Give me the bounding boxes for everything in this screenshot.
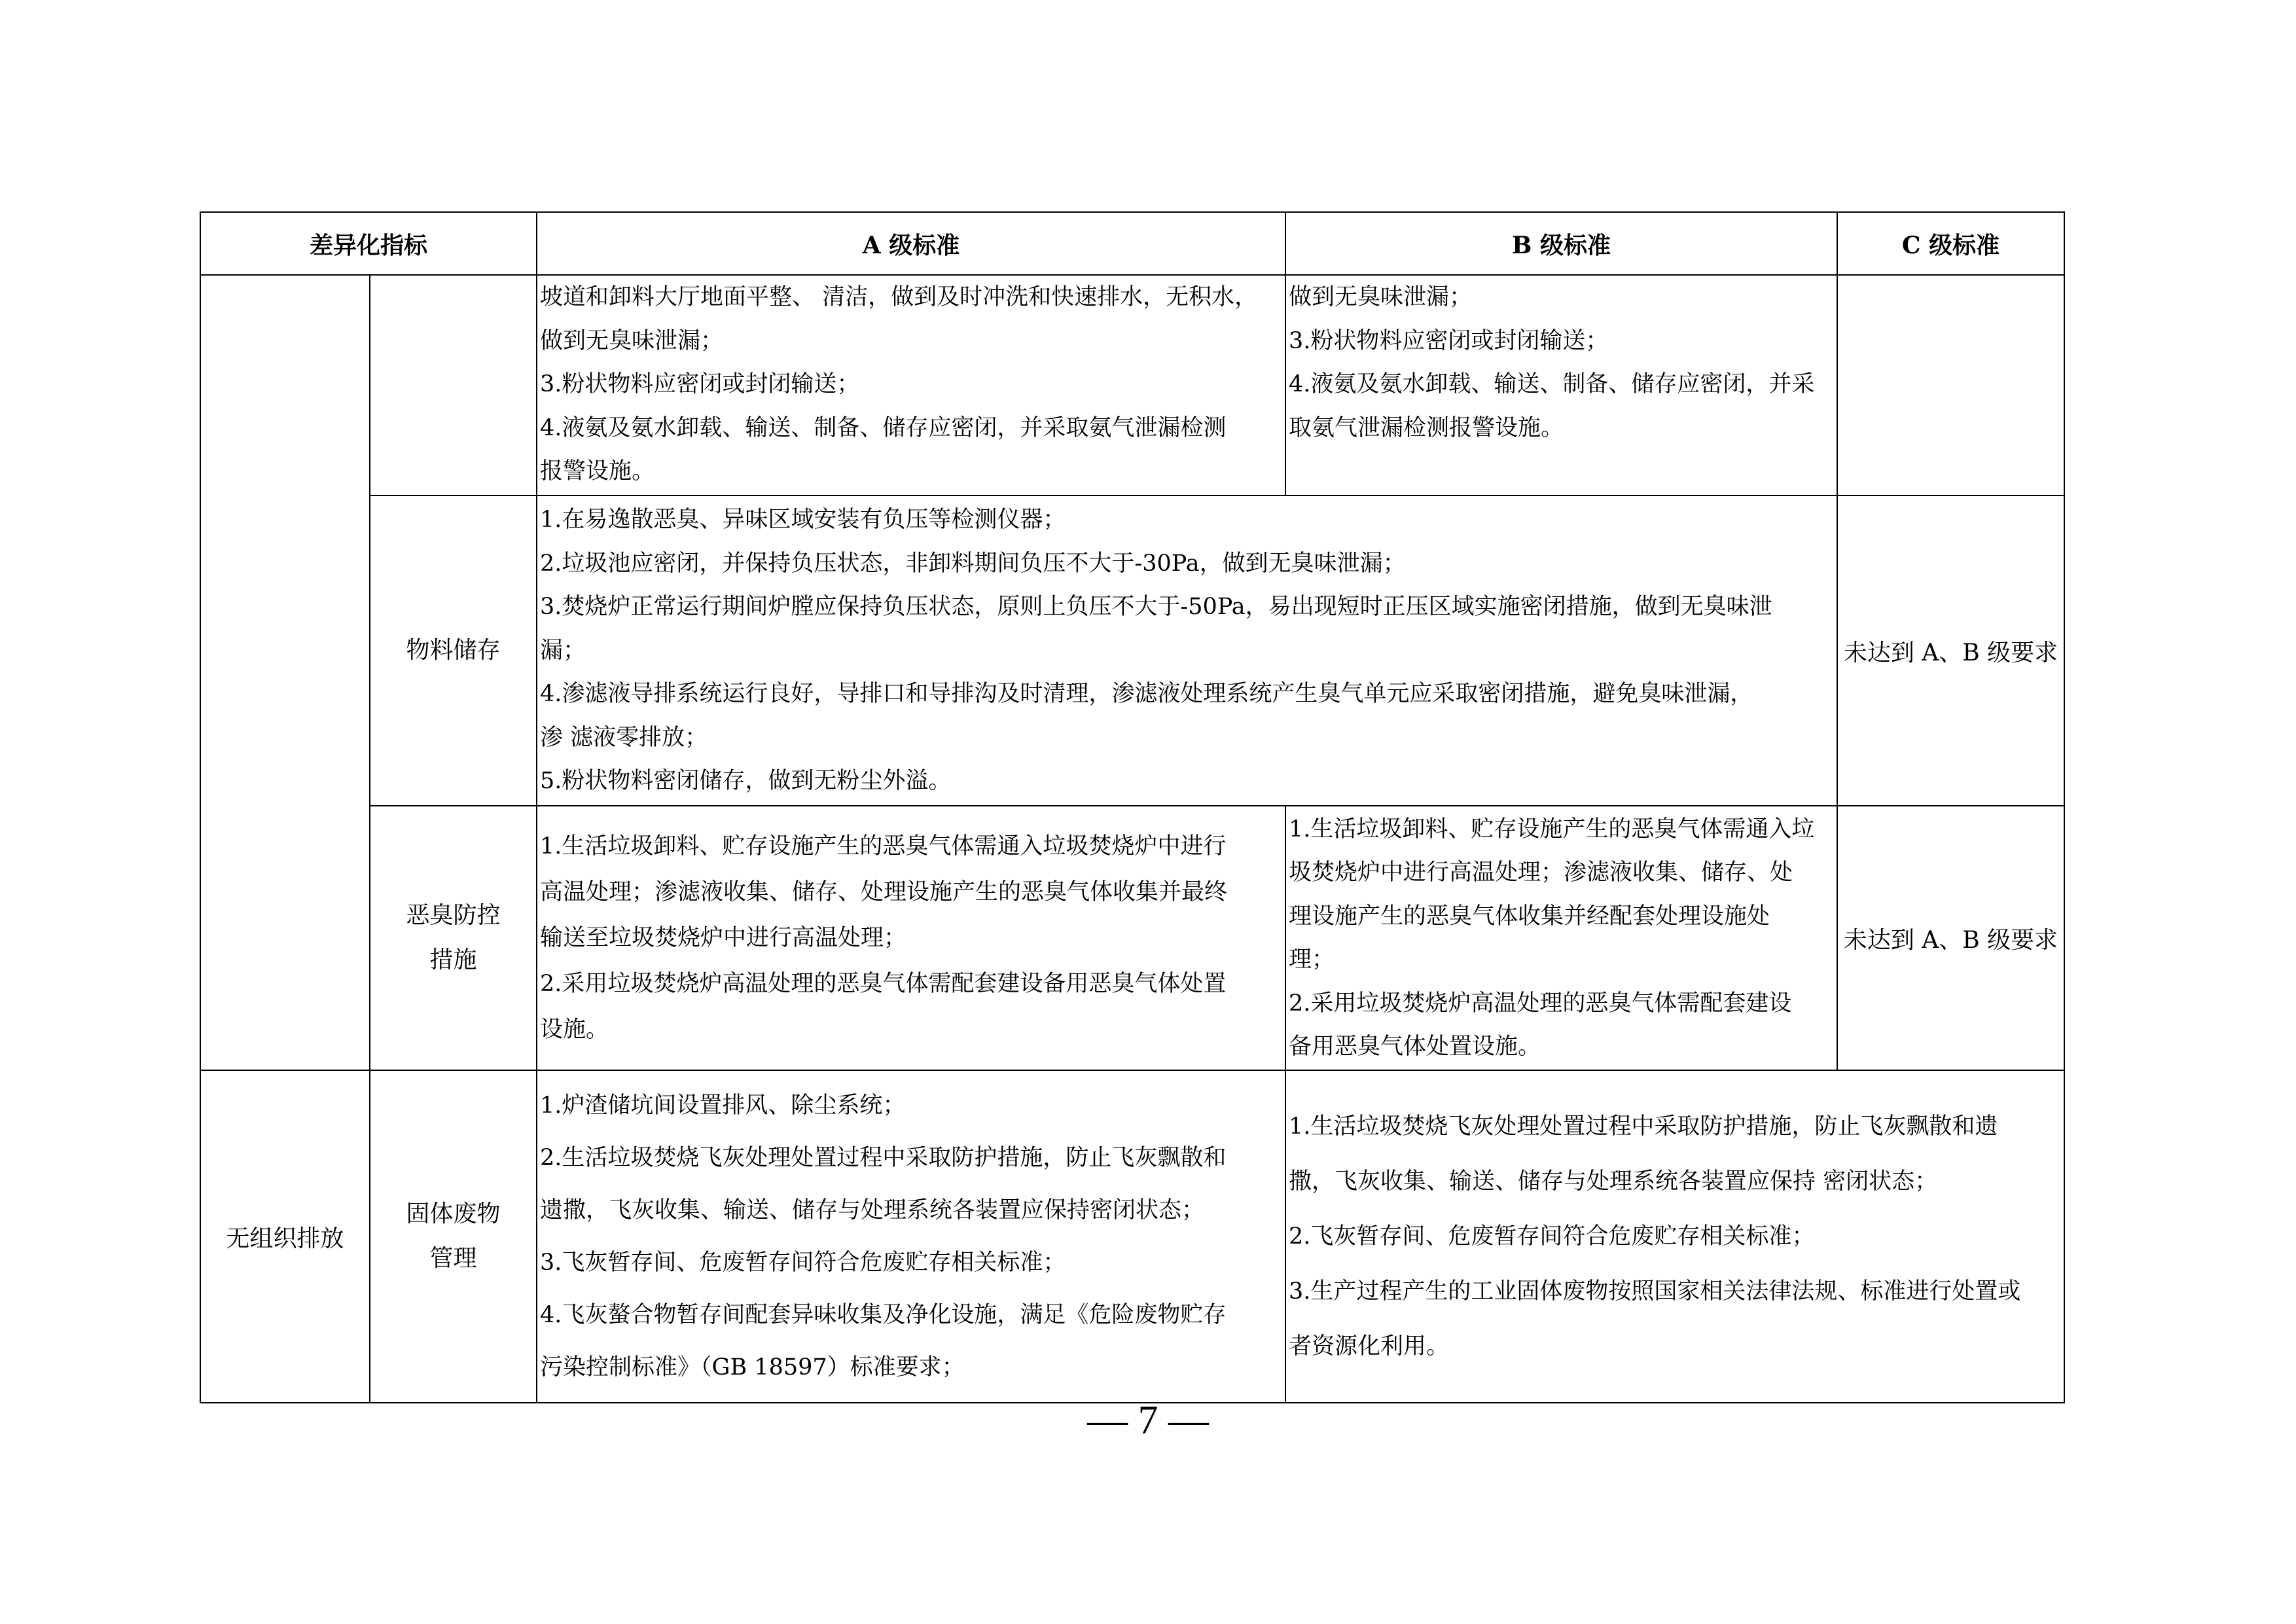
subcategory-cell-empty: [370, 275, 537, 496]
text-line: 设施。: [540, 1017, 609, 1043]
page-number: — 7 —: [1087, 1398, 1209, 1443]
header-grade-b: B 级标准: [1285, 212, 1837, 275]
subcategory-label-line: 管理: [429, 1245, 477, 1272]
text-line: 1.生活垃圾卸料、贮存设施产生的恶臭气体需通入垃圾焚烧炉中进行: [540, 833, 1227, 859]
header-grade-a: A 级标准: [537, 212, 1285, 275]
category-unorganized-emission: 无组织排放: [200, 1070, 370, 1403]
row1-grade-c-empty: [1837, 275, 2064, 496]
header-indicator: 差异化指标: [200, 212, 537, 275]
table-row: [200, 806, 2064, 1070]
text-line: 做到无臭味泄漏；: [540, 327, 724, 354]
text-line: 漏；: [540, 637, 586, 664]
text-line: 2.飞灰暂存间、危废暂存间符合危废贮存相关标准；: [1289, 1223, 1815, 1250]
text-line: 撒，飞灰收集、输送、储存与处理系统各装置应保持 密闭状态；: [1289, 1168, 1938, 1195]
table-row: [200, 275, 2064, 496]
row3-grade-b: [1285, 806, 1837, 1070]
table-header-row: [200, 212, 2064, 275]
text-line: 备用恶臭气体处置设施。: [1289, 1034, 1541, 1060]
text-line: 3.飞灰暂存间、危废暂存间符合危废贮存相关标准；: [540, 1250, 1066, 1276]
text-line: 坡道和卸料大厅地面平整、 清洁，做到及时冲洗和快速排水，无积水，: [540, 284, 1258, 310]
text-line: 1.生活垃圾卸料、贮存设施产生的恶臭气体需通入垃: [1289, 816, 1815, 842]
text-line: 报警设施。: [540, 458, 655, 484]
text-line: 遗撒，飞灰收集、输送、储存与处理系统各装置应保持密闭状态；: [540, 1197, 1205, 1223]
text-line: 4.液氨及氨水卸载、输送、制备、储存应密闭，并采: [1289, 371, 1815, 397]
text-line: 污染控制标准》（GB 18597）标准要求；: [540, 1354, 965, 1380]
text-line: 3.焚烧炉正常运行期间炉膛应保持负压状态，原则上负压不大于-50Pa，易出现短时正压区域实施密闭措施，做到无臭味泄: [540, 594, 1772, 621]
row3-grade-a: [537, 806, 1285, 1070]
row3-grade-c: 未达到 A、B 级要求: [1837, 806, 2064, 1070]
text-line: 高温处理；渗滤液收集、储存、处理设施产生的恶臭气体收集并最终: [540, 879, 1228, 905]
text-line: 4.液氨及氨水卸载、输送、制备、储存应密闭，并采取氨气泄漏检测: [540, 414, 1227, 441]
subcategory-material-storage: 物料储存: [370, 496, 537, 806]
text-line: 输送至垃圾焚烧炉中进行高温处理；: [540, 925, 907, 951]
text-line: 5.粉状物料密闭储存，做到无粉尘外溢。: [540, 768, 952, 795]
text-line: 取氨气泄漏检测报警设施。: [1289, 414, 1564, 441]
row4-grade-a: [537, 1070, 1285, 1403]
table-row: [200, 1070, 2064, 1403]
category-cell-empty: [200, 275, 370, 1070]
row4-grade-bc: [1285, 1070, 2064, 1403]
text-line: 2.生活垃圾焚烧飞灰处理处置过程中采取防护措施，防止飞灰飘散和: [540, 1145, 1227, 1171]
text-line: 圾焚烧炉中进行高温处理；渗滤液收集、储存、处: [1289, 859, 1793, 886]
text-line: 3.生产过程产生的工业固体废物按照国家相关法律法规、标准进行处置或: [1289, 1278, 2021, 1305]
text-line: 1.炉渣储坑间设置排风、除尘系统；: [540, 1092, 906, 1119]
header-grade-c: C 级标准: [1837, 212, 2064, 275]
text-line: 4.渗滤液导排系统运行良好，导排口和导排沟及时清理，渗滤液处理系统产生臭气单元应采取密闭措施，避免臭味泄漏，: [540, 681, 1753, 708]
row1-grade-b: [1285, 275, 1837, 496]
text-line: 4.飞灰螯合物暂存间配套异味收集及净化设施，满足《危险废物贮存: [540, 1302, 1227, 1328]
text-line: 渗 滤液零排放；: [540, 724, 708, 751]
text-line: 2.垃圾池应密闭，并保持负压状态，非卸料期间负压不大于-30Pa，做到无臭味泄漏；: [540, 550, 1406, 577]
subcategory-label-line: 措施: [429, 947, 477, 973]
row1-grade-a: [537, 275, 1285, 496]
table-row: [200, 496, 2064, 806]
text-line: 2.采用垃圾焚烧炉高温处理的恶臭气体需配套建设: [1289, 990, 1792, 1017]
subcategory-label-line: 固体废物: [406, 1200, 501, 1227]
text-line: 1.生活垃圾焚烧飞灰处理处置过程中采取防护措施，防止飞灰飘散和遗: [1289, 1113, 1998, 1140]
standards-table: [200, 211, 2065, 1403]
text-line: 理设施产生的恶臭气体收集并经配套处理设施处: [1289, 903, 1770, 929]
subcategory-odor-control: [370, 806, 537, 1070]
subcategory-solid-waste: [370, 1070, 537, 1403]
text-line: 做到无臭味泄漏；: [1289, 284, 1473, 310]
row2-grade-c: 未达到 A、B 级要求: [1837, 496, 2064, 806]
text-line: 3.粉状物料应密闭或封闭输送；: [1289, 327, 1609, 354]
text-line: 理；: [1289, 947, 1335, 973]
text-line: 者资源化利用。: [1289, 1333, 1450, 1360]
text-line: 3.粉状物料应密闭或封闭输送；: [540, 371, 860, 397]
subcategory-label-line: 恶臭防控: [406, 902, 501, 929]
text-line: 1.在易逸散恶臭、异味区域安装有负压等检测仪器；: [540, 507, 1066, 533]
text-line: 2.采用垃圾焚烧炉高温处理的恶臭气体需配套建设备用恶臭气体处置: [540, 971, 1227, 997]
row2-grade-ab: [537, 496, 1837, 806]
